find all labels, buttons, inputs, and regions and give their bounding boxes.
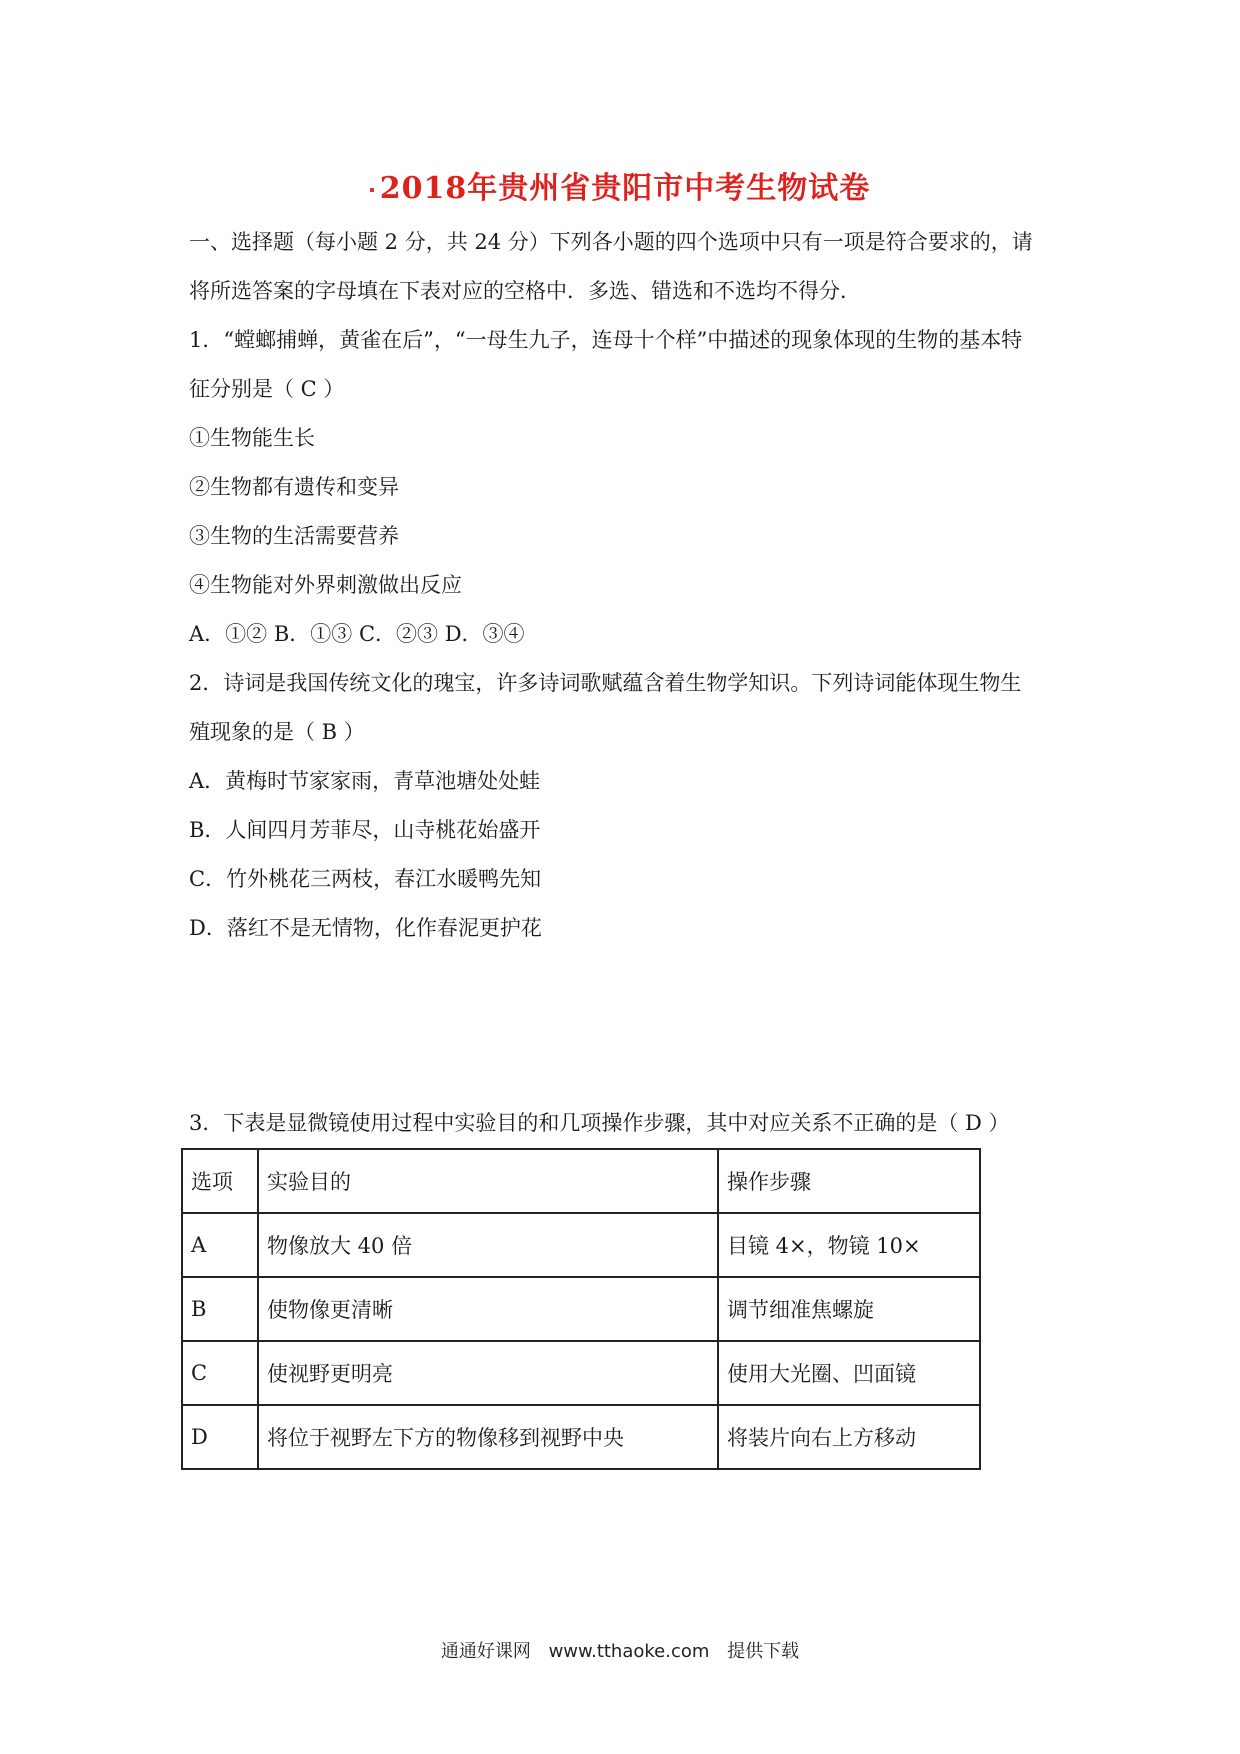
q1-statement-1: ①生物能生长 bbox=[189, 426, 315, 450]
page-footer bbox=[0, 1637, 1240, 1663]
q1-options: A．①② B．①③ C．②③ D．③④ bbox=[189, 622, 525, 646]
microscope-table bbox=[181, 1148, 981, 1470]
table-row bbox=[182, 1277, 980, 1341]
q1-stem-line-2: 征分别是（ C ） bbox=[189, 377, 345, 401]
decorative-dot bbox=[370, 188, 374, 192]
footer-url[interactable]: www.tthaoke.com bbox=[548, 1641, 710, 1662]
footer-site-name: 通通好课网 bbox=[440, 1641, 531, 1662]
table-cell: 物像放大 40 倍 bbox=[258, 1213, 718, 1277]
table-cell: D bbox=[182, 1405, 258, 1469]
q2-option-a: A．黄梅时节家家雨，青草池塘处处蛙 bbox=[189, 769, 541, 793]
q1-statement-2: ②生物都有遗传和变异 bbox=[189, 475, 399, 499]
table-cell: 使物像更清晰 bbox=[258, 1277, 718, 1341]
table-cell: 将装片向右上方移动 bbox=[718, 1405, 980, 1469]
table-cell: 使视野更明亮 bbox=[258, 1341, 718, 1405]
table-header-cell: 选项 bbox=[182, 1149, 258, 1213]
table-header-row bbox=[182, 1149, 980, 1213]
q2-option-d: D．落红不是无情物，化作春泥更护花 bbox=[189, 916, 542, 940]
section-header-line-1: 一、选择题（每小题 2 分，共 24 分）下列各小题的四个选项中只有一项是符合要求的，请 bbox=[189, 230, 1033, 254]
footer-suffix: 提供下载 bbox=[727, 1641, 800, 1662]
table-cell: 目镜 4×，物镜 10× bbox=[718, 1213, 980, 1277]
table-cell: 将位于视野左下方的物像移到视野中央 bbox=[258, 1405, 718, 1469]
table-cell: 使用大光圈、凹面镜 bbox=[718, 1341, 980, 1405]
q2-option-b: B．人间四月芳菲尽，山寺桃花始盛开 bbox=[189, 818, 541, 842]
q1-stem-line-1: 1．“螳螂捕蝉，黄雀在后”，“一母生九子，连母十个样”中描述的现象体现的生物的基本特 bbox=[189, 328, 1023, 352]
table-row bbox=[182, 1213, 980, 1277]
q2-stem-line-1: 2．诗词是我国传统文化的瑰宝，许多诗词歌赋蕴含着生物学知识。下列诗词能体现生物生 bbox=[189, 671, 1022, 695]
exam-title-text: 2018年贵州省贵阳市中考生物试卷 bbox=[379, 171, 871, 206]
q2-option-c: C．竹外桃花三两枝，春江水暖鸭先知 bbox=[189, 867, 542, 891]
exam-title bbox=[0, 163, 1240, 207]
table-header-cell: 实验目的 bbox=[258, 1149, 718, 1213]
q1-statement-3: ③生物的生活需要营养 bbox=[189, 524, 399, 548]
table-cell: C bbox=[182, 1341, 258, 1405]
q2-stem-line-2: 殖现象的是（ B ） bbox=[189, 720, 365, 744]
table-cell: B bbox=[182, 1277, 258, 1341]
q1-statement-4: ④生物能对外界刺激做出反应 bbox=[189, 573, 462, 597]
table-cell: 调节细准焦螺旋 bbox=[718, 1277, 980, 1341]
q3-stem: 3．下表是显微镜使用过程中实验目的和几项操作步骤，其中对应关系不正确的是（ D ） bbox=[189, 1111, 1010, 1135]
table-header-cell: 操作步骤 bbox=[718, 1149, 980, 1213]
table-row bbox=[182, 1405, 980, 1469]
table-cell: A bbox=[182, 1213, 258, 1277]
section-header-line-2: 将所选答案的字母填在下表对应的空格中．多选、错选和不选均不得分． bbox=[189, 279, 861, 303]
table-row bbox=[182, 1341, 980, 1405]
